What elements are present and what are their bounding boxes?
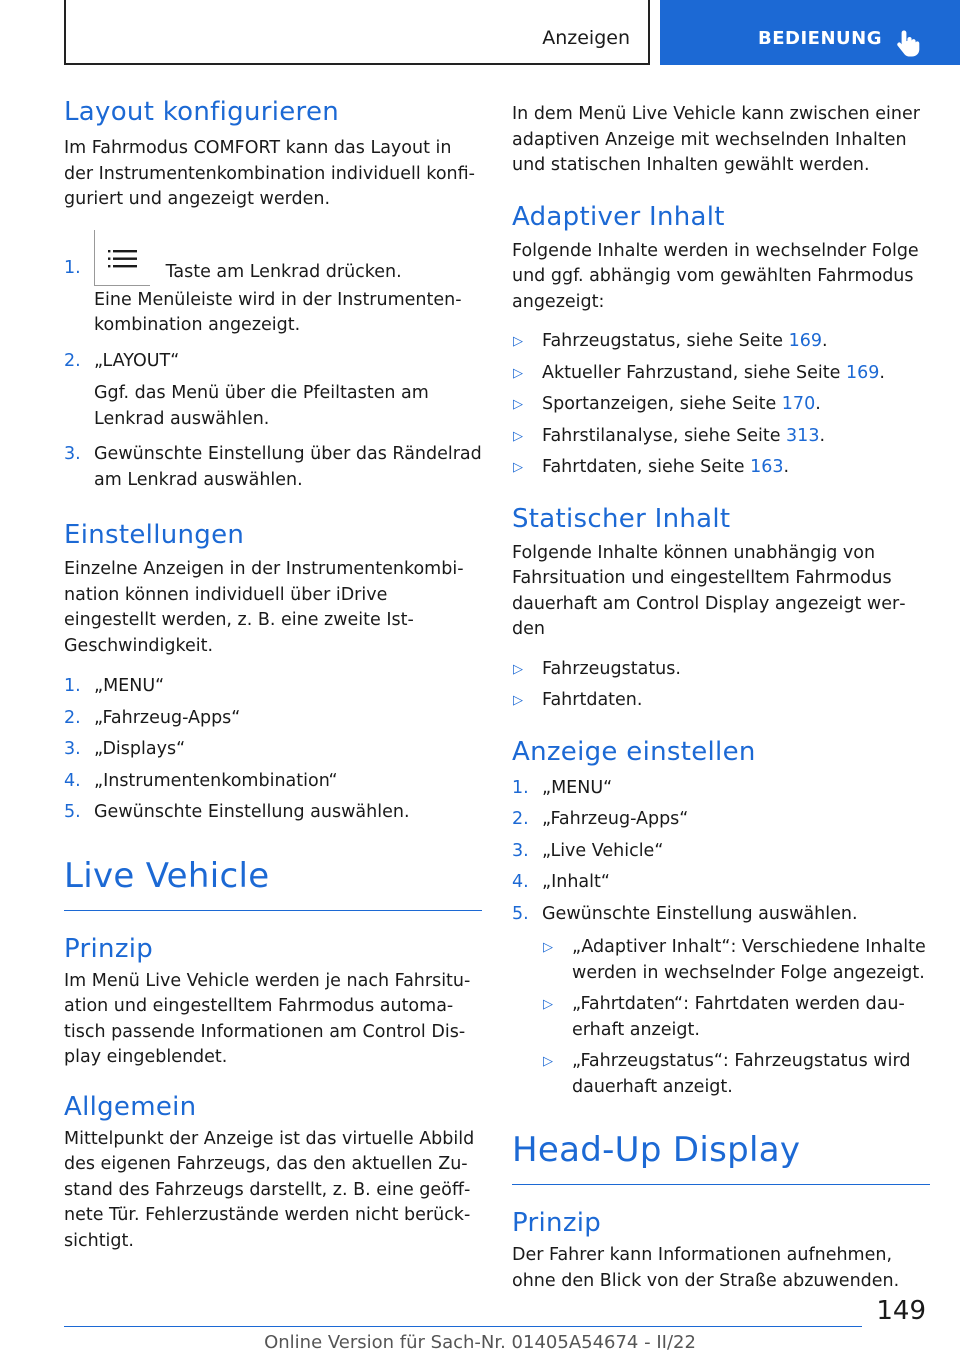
list-item-text: Fahrzeugstatus. [542,658,681,679]
step-number: 1. [512,777,529,798]
header-chapter-tab [660,0,960,65]
step-text: „Instrumentenkombination“ [94,770,338,791]
step-text: „Fahrzeug-Apps“ [542,809,689,829]
triangle-right-icon: ▷ [513,365,523,381]
step-number: 2. [512,809,529,829]
triangle-right-icon: ▷ [513,460,523,475]
list-item: ▷ Fahrzeugstatus, siehe Seite 169. [512,329,930,355]
option-item [542,992,930,1043]
step-number: 2. [64,350,81,371]
option-text: „Fahrtdaten“: Fahrtdaten werden dauerhaft anzeigt. [572,994,905,1040]
hand-pointer-icon [896,29,922,57]
anzeige-step-2 [512,807,930,833]
step-subtext: Ggf. das Menü über die Pfeiltasten am Lenkrad auswählen. [94,383,429,429]
triangle-right-icon: ▷ [543,997,553,1012]
einstellungen-step-5 [64,800,482,826]
triangle-right-icon: ▷ [513,334,523,349]
einstellungen-step-3 [64,737,482,763]
einstellungen-step-4 [64,769,482,795]
step-number: 4. [512,872,529,892]
heading-head-up-display: Head-Up Display [512,1130,801,1170]
option-item [542,1049,930,1100]
list-item-text: Aktueller Fahrzustand, siehe Seite [542,362,846,383]
step-text: Gewünschte Einstellung auswählen. [542,903,858,924]
list-item-text: Sportanzeigen, siehe Seite [542,394,782,414]
adaptiv-intro: Folgende Inhalte werden in wechselnder Folge und ggf. abhängig vom gewählten Fahrmodus angezeigt: [512,240,919,312]
list-item-text: Fahrtdaten. [542,690,643,710]
step-text: Gewünschte Einstellung über das Rändelrad am Lenkrad auswählen. [94,444,482,490]
page-number: 149 [876,1296,926,1326]
left-column [64,96,482,1254]
anzeige-step-1 [512,776,930,802]
step-number: 5. [512,903,529,924]
list-item: ▷ Sportanzeigen, siehe Seite 170. [512,392,930,418]
heading-prinzip-hud: Prinzip [512,1208,602,1238]
step-subtext: Eine Menüleiste wird in der Instrumentenkombination angezeigt. [94,289,462,335]
right-column [512,96,930,1294]
triangle-right-icon: ▷ [513,693,523,708]
option-item [542,935,930,986]
page-link[interactable]: 169 [788,331,823,351]
list-item [512,657,930,683]
step-text: „Displays“ [94,739,186,759]
list-item-text: Fahrzeugstatus, siehe Seite [542,331,789,351]
header-section-title: Anzeigen [542,27,630,49]
option-text: „Fahrzeugstatus“: Fahrzeugstatus wird dauerhaft anzeigt. [572,1051,911,1097]
step-number: 3. [512,840,529,861]
footer-online-version: Online Version für Sach-Nr. 01405A54674 - II/22 [264,1332,696,1353]
menu-lines-icon [94,230,150,286]
step-number: 3. [64,444,81,464]
footer-rule [64,1326,862,1327]
step-text: „LAYOUT“ [94,350,180,371]
step-text: Taste am Lenkrad drücken. [165,261,402,282]
heading-prinzip: Prinzip [64,933,154,964]
layout-step-2 [64,349,482,433]
page-link[interactable]: 313 [786,425,820,446]
step-text: „Inhalt“ [542,872,610,892]
step-text: „MENU“ [542,777,613,798]
step-number: 1. [64,676,81,696]
einstellungen-step-1 [64,674,482,700]
einstellungen-intro: Einzelne Anzeigen in der Instrumentenkombination können individuell über iDrive eingestellt werden, z. B. eine zweite Ist-Geschwindigkeit. [64,559,464,656]
layout-intro: Im Fahrmodus COMFORT kann das Layout in der Instrumentenkombination individuell konfiguriert und angezeigt werden. [64,138,475,209]
page-link[interactable]: 170 [781,394,816,414]
heading-rule [64,910,482,911]
list-item: ▷ Fahrtdaten, siehe Seite 163. [512,455,930,481]
heading-layout-konfigurieren: Layout konfigurieren [64,97,340,127]
anzeige-step-3 [512,839,930,865]
triangle-right-icon: ▷ [513,397,523,412]
list-item: ▷ Fahrstilanalyse, siehe Seite 313. [512,424,930,450]
triangle-right-icon: ▷ [543,1054,553,1069]
list-item [512,688,930,714]
step-number: 3. [64,739,81,759]
anzeige-step-4 [512,870,930,896]
heading-anzeige-einstellen: Anzeige einstellen [512,736,756,767]
heading-rule [512,1184,930,1185]
einstellungen-step-2 [64,706,482,732]
heading-einstellungen: Einstellungen [64,520,245,550]
triangle-right-icon: ▷ [513,428,523,444]
hud-prinzip-text: Der Fahrer kann Informationen aufnehmen, ohne den Blick von der Straße abzuwenden. [512,1245,900,1291]
heading-adaptiver-inhalt: Adaptiver Inhalt [512,201,725,232]
step-number: 2. [64,707,81,728]
header-section-box [64,0,650,65]
step-number: 5. [64,802,81,822]
layout-step-3 [64,442,482,493]
heading-statischer-inhalt: Statischer Inhalt [512,503,731,534]
step-text: Gewünschte Einstellung auswählen. [94,802,410,822]
header-chapter-title: BEDIENUNG [758,28,882,49]
prinzip-text: Im Menü Live Vehicle werden je nach Fahrsituation und eingestelltem Fahrmodus automatisch passende Informationen am Control Display eingeblendet. [64,970,471,1067]
heading-live-vehicle: Live Vehicle [64,855,270,896]
step-number: 1. [64,257,81,278]
list-item-text: Fahrstilanalyse, siehe Seite [542,425,787,446]
allgemein-text: Mittelpunkt der Anzeige ist das virtuelle Abbild des eigenen Fahrzeugs, das den aktuellen Zustand des Fahrzeugs darstellt, z. B. eine geöffnete Tür. Fehlerzustände werden nicht berücksichtigt. [64,1128,475,1251]
statisch-intro: Folgende Inhalte können unabhängig von Fahrsituation und eingestelltem Fahrmodus dauerhaft am Control Display angezeigt werden [512,542,906,639]
layout-step-1 [64,230,482,339]
step-text: „Fahrzeug-Apps“ [94,707,241,728]
anzeige-step-5 [512,902,930,928]
heading-allgemein: Allgemein [64,1091,197,1122]
page-link[interactable]: 163 [750,457,784,477]
step-text: „Live Vehicle“ [542,840,664,861]
triangle-right-icon: ▷ [543,940,553,955]
step-number: 4. [64,770,81,791]
step-text: „MENU“ [94,676,165,696]
page-link[interactable]: 169 [845,362,880,383]
list-item-text: Fahrtdaten, siehe Seite [542,457,751,477]
option-text: „Adaptiver Inhalt“: Verschiedene Inhalte werden in wechselnder Folge angezeigt. [572,937,926,983]
list-item: ▷ Aktueller Fahrzustand, siehe Seite 169. [512,361,930,387]
triangle-right-icon: ▷ [513,661,523,677]
live-vehicle-intro: In dem Menü Live Vehicle kann zwischen einer adaptiven Anzeige mit wechselnden Inhalten und statischen Inhalten gewählt werden. [512,104,920,175]
